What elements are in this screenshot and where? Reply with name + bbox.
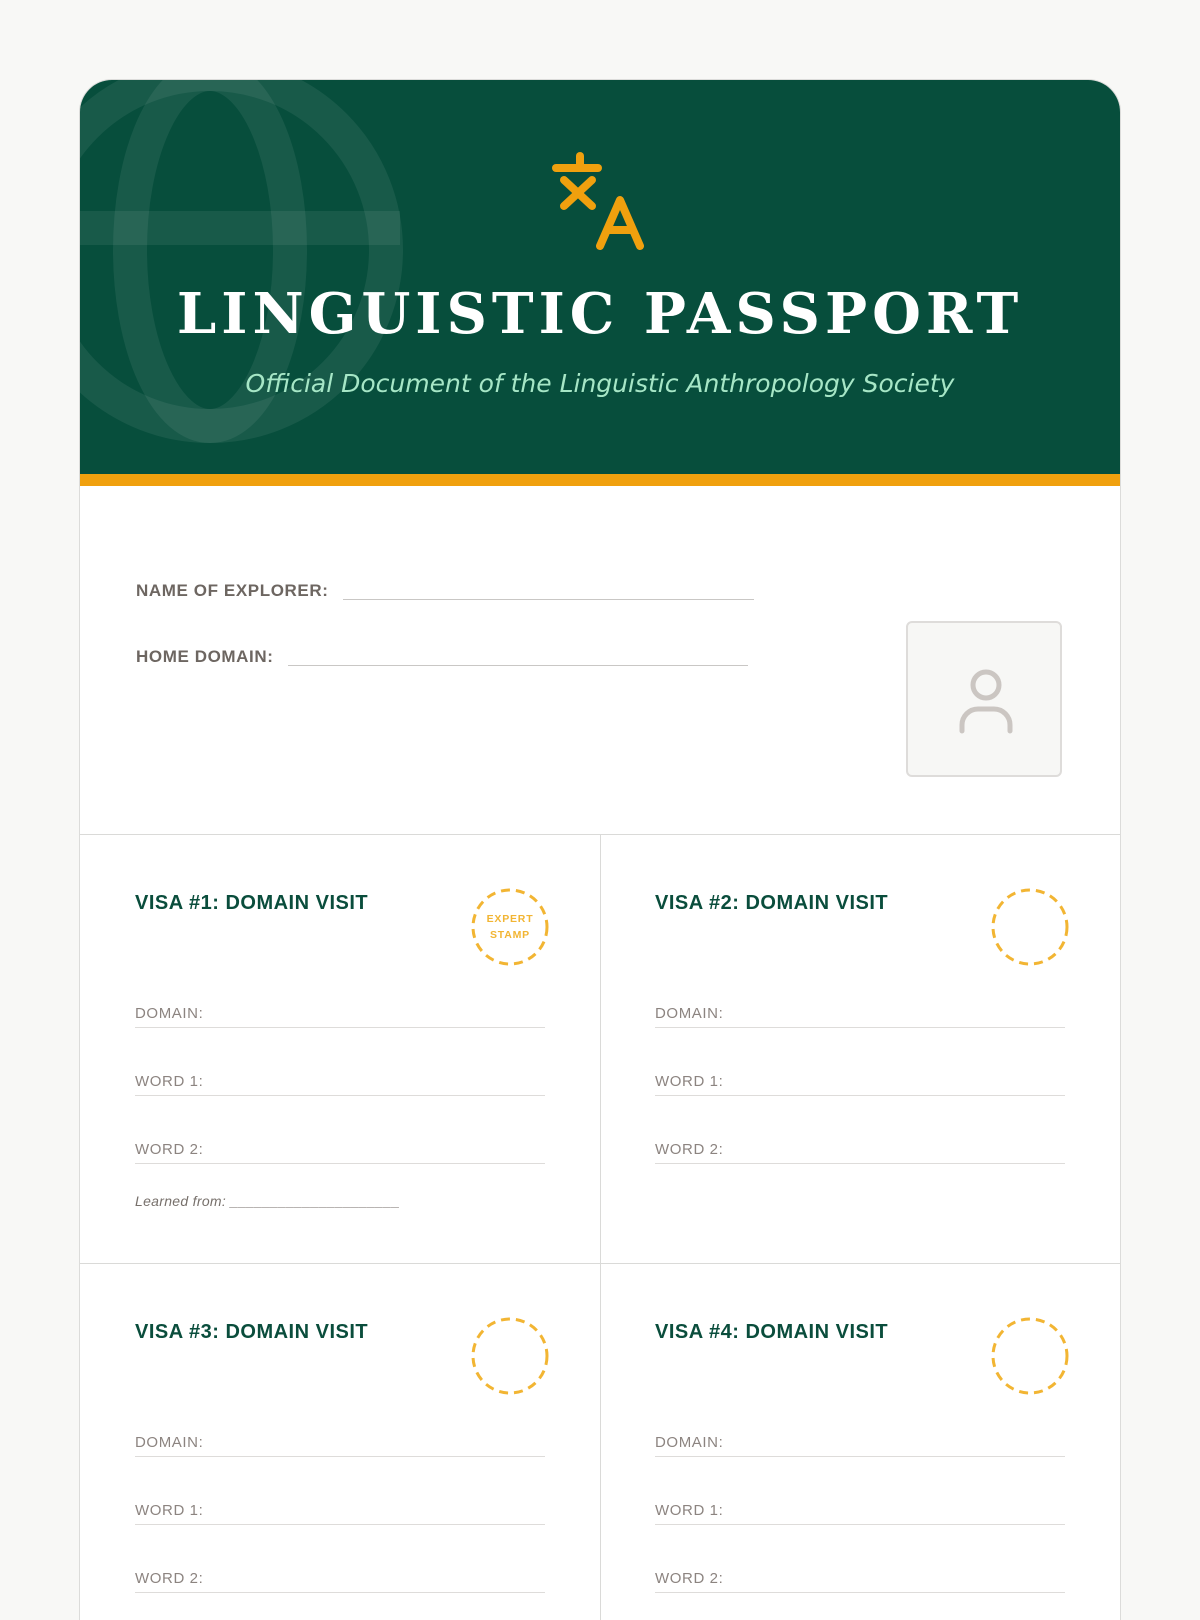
- word-1-field[interactable]: [135, 1502, 545, 1525]
- word-2-field[interactable]: [135, 1141, 545, 1164]
- word-1-label: WORD 1:: [135, 1073, 204, 1090]
- visa-card-1: [80, 835, 600, 1264]
- page-title: LINGUISTIC PASSPORT: [176, 281, 1024, 347]
- visa-card-4: [600, 1264, 1120, 1620]
- explorer-name-line[interactable]: [343, 599, 754, 600]
- domain-label: DOMAIN:: [135, 1434, 204, 1451]
- word-1-field[interactable]: [655, 1073, 1065, 1096]
- word-1-label: WORD 1:: [655, 1073, 724, 1090]
- visa-title: VISA #4: DOMAIN VISIT: [655, 1321, 889, 1343]
- stamp-slot[interactable]: [990, 1316, 1070, 1396]
- home-domain-field[interactable]: [136, 628, 748, 668]
- domain-label: DOMAIN:: [135, 1005, 204, 1022]
- translate-icon: [550, 150, 650, 254]
- domain-field[interactable]: [655, 1005, 1065, 1028]
- visa-title: VISA #3: DOMAIN VISIT: [135, 1321, 369, 1343]
- word-1-field[interactable]: [655, 1502, 1065, 1525]
- word-2-field[interactable]: [135, 1570, 545, 1593]
- visa-title: VISA #1: DOMAIN VISIT: [135, 892, 369, 914]
- domain-field[interactable]: [655, 1434, 1065, 1457]
- word-2-label: WORD 2:: [135, 1570, 204, 1587]
- explorer-name-field[interactable]: [136, 562, 754, 602]
- visa-card-2: [600, 835, 1120, 1264]
- stamp-slot[interactable]: [990, 887, 1070, 967]
- expert-stamp[interactable]: [470, 887, 550, 967]
- word-2-field[interactable]: [655, 1141, 1065, 1164]
- visa-grid-divider-vertical: [600, 835, 601, 1620]
- domain-field[interactable]: [135, 1434, 545, 1457]
- word-2-label: WORD 2:: [655, 1141, 724, 1158]
- home-domain-line[interactable]: [288, 665, 748, 666]
- passport-card: [80, 80, 1120, 1620]
- domain-field[interactable]: [135, 1005, 545, 1028]
- visa-title: VISA #2: DOMAIN VISIT: [655, 892, 889, 914]
- word-1-label: WORD 1:: [135, 1502, 204, 1519]
- header-accent-stripe: [80, 474, 1120, 486]
- stamp-circle-icon: [470, 1316, 550, 1396]
- photo-placeholder[interactable]: [906, 621, 1062, 777]
- domain-label: DOMAIN:: [655, 1434, 724, 1451]
- passport-header: [80, 80, 1120, 474]
- stamp-circle-icon: [990, 1316, 1070, 1396]
- stamp-label: EXPERT STAMP: [486, 913, 534, 941]
- learned-from-field[interactable]: Learned from: _____________________: [135, 1193, 401, 1209]
- word-1-label: WORD 1:: [655, 1502, 724, 1519]
- visa-grid-divider-horizontal: [80, 1263, 1120, 1264]
- visa-card-3: [80, 1264, 600, 1620]
- globe-icon: [80, 80, 420, 460]
- word-2-label: WORD 2:: [655, 1570, 724, 1587]
- home-domain-label: HOME DOMAIN:: [136, 647, 274, 666]
- page-subtitle: Official Document of the Linguistic Anthropology Society: [245, 369, 955, 398]
- person-icon: [958, 667, 1014, 735]
- stamp-circle-icon: [990, 887, 1070, 967]
- word-1-field[interactable]: [135, 1073, 545, 1096]
- identity-section: [80, 486, 1120, 835]
- domain-label: DOMAIN:: [655, 1005, 724, 1022]
- stamp-slot[interactable]: [470, 1316, 550, 1396]
- word-2-field[interactable]: [655, 1570, 1065, 1593]
- word-2-label: WORD 2:: [135, 1141, 204, 1158]
- explorer-name-label: NAME OF EXPLORER:: [136, 581, 329, 600]
